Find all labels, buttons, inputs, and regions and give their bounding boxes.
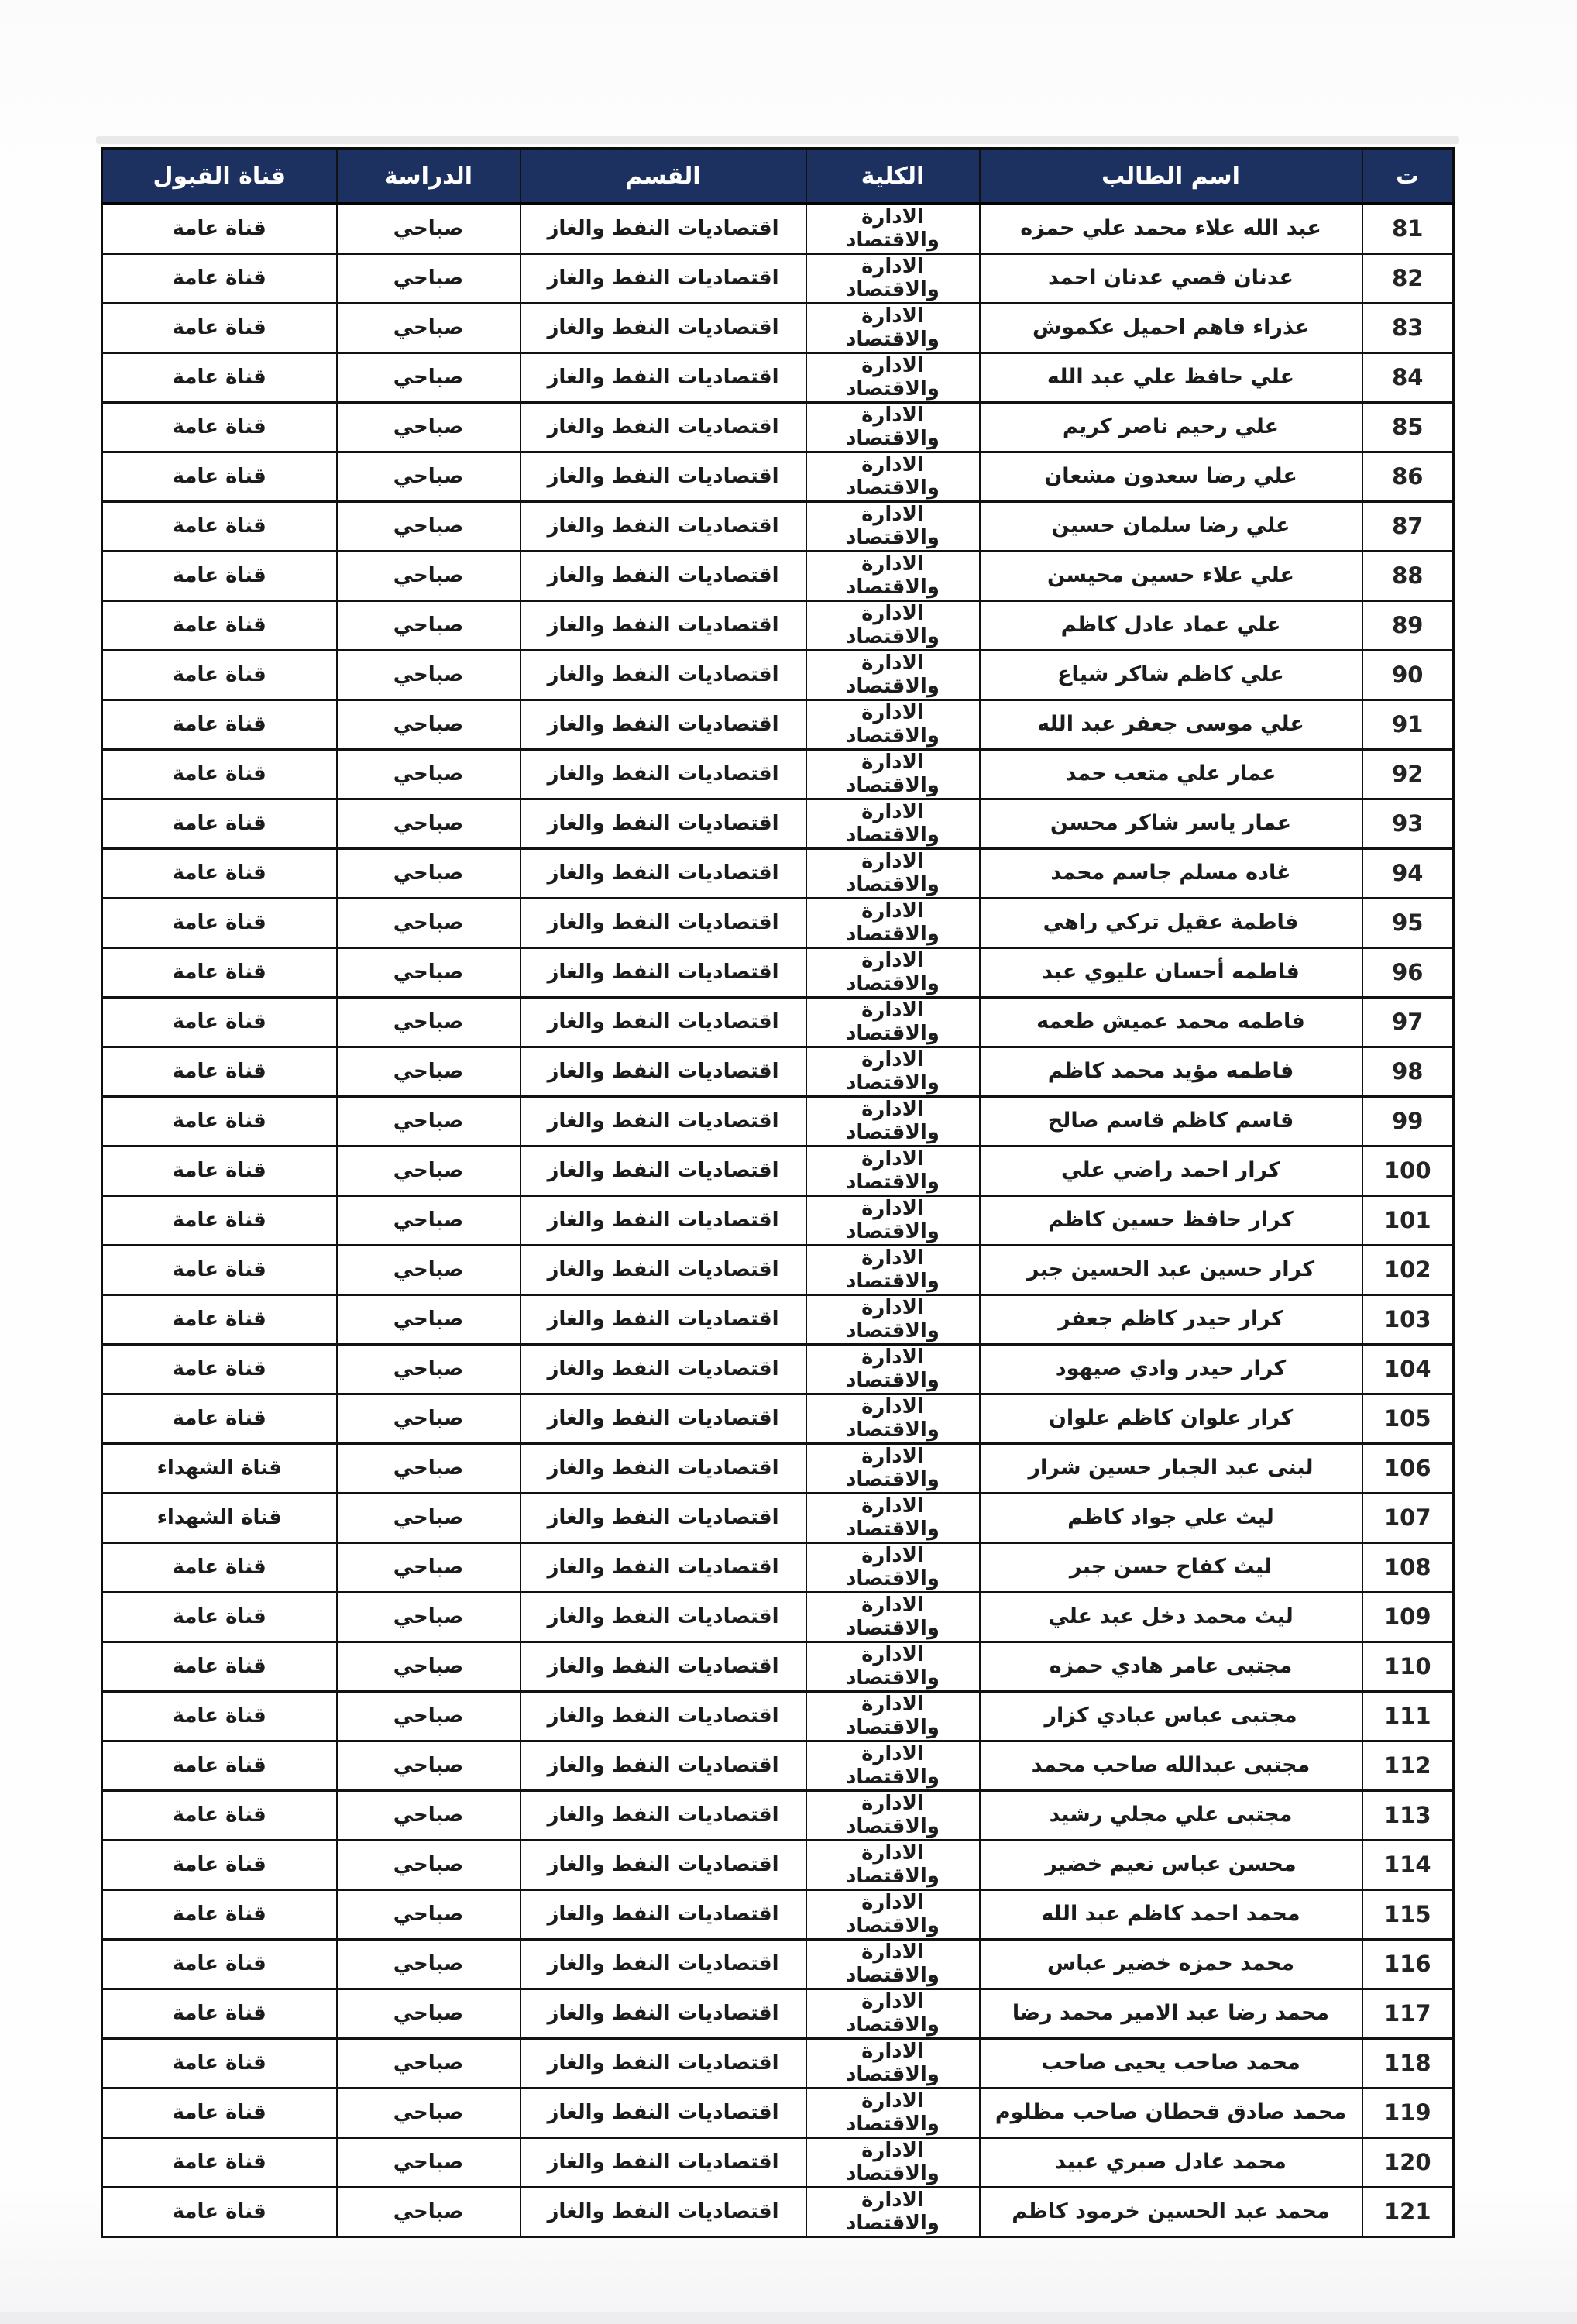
cell-name: علي علاء حسين محيسن — [980, 552, 1362, 601]
cell-department: اقتصاديات النفط والغاز — [521, 1890, 806, 1940]
cell-study: صباحي — [337, 998, 521, 1047]
cell-channel: قناة عامة — [102, 1047, 337, 1097]
header-cell-study: الدراسة — [337, 149, 521, 205]
cell-channel: قناة عامة — [102, 1841, 337, 1890]
cell-department: اقتصاديات النفط والغاز — [521, 1147, 806, 1196]
cell-name: كرار علوان كاظم علوان — [980, 1394, 1362, 1444]
cell-channel: قناة عامة — [102, 1642, 337, 1692]
cell-channel: قناة الشهداء — [102, 1444, 337, 1494]
cell-name: علي رحيم ناصر كريم — [980, 403, 1362, 452]
cell-college: الادارة والاقتصاد — [806, 1543, 980, 1593]
student-roster-table — [101, 147, 1455, 2238]
cell-college: الادارة والاقتصاد — [806, 403, 980, 452]
cell-college: الادارة والاقتصاد — [806, 1097, 980, 1147]
table-row — [102, 601, 1454, 651]
cell-name: كرار حيدر كاظم جعفر — [980, 1295, 1362, 1345]
cell-name: ليث كفاح حسن جبر — [980, 1543, 1362, 1593]
cell-department: اقتصاديات النفط والغاز — [521, 1841, 806, 1890]
cell-no: 83 — [1362, 304, 1454, 353]
cell-no: 86 — [1362, 452, 1454, 502]
table-row — [102, 2188, 1454, 2237]
cell-college: الادارة والاقتصاد — [806, 700, 980, 750]
cell-channel: قناة عامة — [102, 799, 337, 849]
cell-department: اقتصاديات النفط والغاز — [521, 948, 806, 998]
cell-department: اقتصاديات النفط والغاز — [521, 700, 806, 750]
cell-no: 120 — [1362, 2138, 1454, 2188]
cell-department: اقتصاديات النفط والغاز — [521, 601, 806, 651]
table-row — [102, 1841, 1454, 1890]
table-row — [102, 998, 1454, 1047]
cell-study: صباحي — [337, 254, 521, 304]
table-row — [102, 1692, 1454, 1741]
cell-no: 116 — [1362, 1940, 1454, 1989]
cell-no: 94 — [1362, 849, 1454, 899]
cell-department: اقتصاديات النفط والغاز — [521, 1047, 806, 1097]
cell-no: 118 — [1362, 2039, 1454, 2089]
cell-no: 117 — [1362, 1989, 1454, 2039]
cell-channel: قناة عامة — [102, 998, 337, 1047]
cell-study: صباحي — [337, 552, 521, 601]
cell-study: صباحي — [337, 601, 521, 651]
cell-no: 100 — [1362, 1147, 1454, 1196]
cell-department: اقتصاديات النفط والغاز — [521, 353, 806, 403]
cell-channel: قناة عامة — [102, 452, 337, 502]
cell-college: الادارة والاقتصاد — [806, 1494, 980, 1543]
cell-department: اقتصاديات النفط والغاز — [521, 502, 806, 552]
cell-department: اقتصاديات النفط والغاز — [521, 452, 806, 502]
cell-study: صباحي — [337, 651, 521, 700]
table-row — [102, 552, 1454, 601]
cell-name: محمد عادل صبري عبيد — [980, 2138, 1362, 2188]
cell-no: 95 — [1362, 899, 1454, 948]
cell-study: صباحي — [337, 1394, 521, 1444]
table-row — [102, 1394, 1454, 1444]
cell-channel: قناة عامة — [102, 601, 337, 651]
cell-name: عبد الله علاء محمد علي حمزه — [980, 204, 1362, 254]
header-cell-no: ت — [1362, 149, 1454, 205]
cell-college: الادارة والاقتصاد — [806, 1047, 980, 1097]
cell-study: صباحي — [337, 799, 521, 849]
cell-department: اقتصاديات النفط والغاز — [521, 1543, 806, 1593]
cell-college: الادارة والاقتصاد — [806, 1841, 980, 1890]
cell-name: عدنان قصي عدنان احمد — [980, 254, 1362, 304]
cell-study: صباحي — [337, 700, 521, 750]
cell-college: الادارة والاقتصاد — [806, 1642, 980, 1692]
cell-study: صباحي — [337, 1642, 521, 1692]
table-row — [102, 1741, 1454, 1791]
cell-study: صباحي — [337, 353, 521, 403]
table-row — [102, 1890, 1454, 1940]
cell-college: الادارة والاقتصاد — [806, 1593, 980, 1642]
table-row — [102, 2138, 1454, 2188]
table-row — [102, 1047, 1454, 1097]
cell-department: اقتصاديات النفط والغاز — [521, 254, 806, 304]
cell-name: كرار حسين عبد الحسين جبر — [980, 1246, 1362, 1295]
cell-college: الادارة والاقتصاد — [806, 849, 980, 899]
table-row — [102, 204, 1454, 254]
cell-no: 89 — [1362, 601, 1454, 651]
table-row — [102, 1147, 1454, 1196]
cell-department: اقتصاديات النفط والغاز — [521, 998, 806, 1047]
cell-no: 111 — [1362, 1692, 1454, 1741]
table-row — [102, 1940, 1454, 1989]
student-rows — [102, 204, 1454, 2237]
table-row — [102, 1196, 1454, 1246]
cell-name: ليث محمد دخل عبد علي — [980, 1593, 1362, 1642]
cell-department: اقتصاديات النفط والغاز — [521, 1097, 806, 1147]
cell-channel: قناة عامة — [102, 254, 337, 304]
cell-college: الادارة والاقتصاد — [806, 799, 980, 849]
cell-department: اقتصاديات النفط والغاز — [521, 1940, 806, 1989]
cell-college: الادارة والاقتصاد — [806, 452, 980, 502]
table-row — [102, 353, 1454, 403]
cell-department: اقتصاديات النفط والغاز — [521, 849, 806, 899]
cell-department: اقتصاديات النفط والغاز — [521, 1642, 806, 1692]
cell-no: 93 — [1362, 799, 1454, 849]
table-row — [102, 2039, 1454, 2089]
cell-channel: قناة عامة — [102, 1890, 337, 1940]
table-row — [102, 1494, 1454, 1543]
cell-name: لبنى عبد الجبار حسين شرار — [980, 1444, 1362, 1494]
cell-channel: قناة عامة — [102, 353, 337, 403]
cell-study: صباحي — [337, 899, 521, 948]
cell-department: اقتصاديات النفط والغاز — [521, 1246, 806, 1295]
cell-college: الادارة والاقتصاد — [806, 2089, 980, 2138]
cell-channel: قناة عامة — [102, 2188, 337, 2237]
cell-college: الادارة والاقتصاد — [806, 1692, 980, 1741]
cell-college: الادارة والاقتصاد — [806, 1394, 980, 1444]
cell-no: 103 — [1362, 1295, 1454, 1345]
table-row — [102, 1097, 1454, 1147]
table-row — [102, 750, 1454, 799]
cell-college: الادارة والاقتصاد — [806, 998, 980, 1047]
cell-name: عمار علي متعب حمد — [980, 750, 1362, 799]
table-row — [102, 1345, 1454, 1394]
cell-name: مجتبى علي مجلي رشيد — [980, 1791, 1362, 1841]
cell-channel: قناة عامة — [102, 750, 337, 799]
cell-college: الادارة والاقتصاد — [806, 1246, 980, 1295]
cell-channel: قناة عامة — [102, 1791, 337, 1841]
cell-study: صباحي — [337, 1494, 521, 1543]
cell-name: محسن عباس نعيم خضير — [980, 1841, 1362, 1890]
cell-name: كرار حافظ حسين كاظم — [980, 1196, 1362, 1246]
table-row — [102, 254, 1454, 304]
cell-channel: قناة عامة — [102, 1543, 337, 1593]
cell-department: اقتصاديات النفط والغاز — [521, 304, 806, 353]
cell-study: صباحي — [337, 1295, 521, 1345]
cell-no: 114 — [1362, 1841, 1454, 1890]
header-cell-department: القسم — [521, 149, 806, 205]
cell-college: الادارة والاقتصاد — [806, 1444, 980, 1494]
cell-study: صباحي — [337, 1246, 521, 1295]
cell-college: الادارة والاقتصاد — [806, 1741, 980, 1791]
table-row — [102, 452, 1454, 502]
table-row — [102, 1642, 1454, 1692]
cell-department: اقتصاديات النفط والغاز — [521, 204, 806, 254]
cell-name: علي موسى جعفر عبد الله — [980, 700, 1362, 750]
cell-department: اقتصاديات النفط والغاز — [521, 651, 806, 700]
table-row — [102, 1593, 1454, 1642]
cell-no: 110 — [1362, 1642, 1454, 1692]
cell-no: 107 — [1362, 1494, 1454, 1543]
cell-department: اقتصاديات النفط والغاز — [521, 1494, 806, 1543]
cell-name: مجتبى عبدالله صاحب محمد — [980, 1741, 1362, 1791]
student-roster-sheet — [101, 147, 1455, 2238]
cell-channel: قناة عامة — [102, 2089, 337, 2138]
cell-study: صباحي — [337, 1791, 521, 1841]
cell-name: فاطمه أحسان عليوي عبد — [980, 948, 1362, 998]
cell-channel: قناة عامة — [102, 1593, 337, 1642]
cell-college: الادارة والاقتصاد — [806, 1791, 980, 1841]
cell-department: اقتصاديات النفط والغاز — [521, 2138, 806, 2188]
cell-name: مجتبى عامر هادي حمزه — [980, 1642, 1362, 1692]
cell-channel: قناة عامة — [102, 1940, 337, 1989]
cell-channel: قناة عامة — [102, 552, 337, 601]
cell-department: اقتصاديات النفط والغاز — [521, 750, 806, 799]
cell-study: صباحي — [337, 948, 521, 998]
cell-department: اقتصاديات النفط والغاز — [521, 1741, 806, 1791]
cell-no: 101 — [1362, 1196, 1454, 1246]
cell-department: اقتصاديات النفط والغاز — [521, 1989, 806, 2039]
cell-department: اقتصاديات النفط والغاز — [521, 1295, 806, 1345]
cell-college: الادارة والاقتصاد — [806, 2039, 980, 2089]
cell-name: علي عماد عادل كاظم — [980, 601, 1362, 651]
cell-study: صباحي — [337, 304, 521, 353]
cell-study: صباحي — [337, 1196, 521, 1246]
cell-department: اقتصاديات النفط والغاز — [521, 1345, 806, 1394]
cell-college: الادارة والاقتصاد — [806, 304, 980, 353]
cell-no: 112 — [1362, 1741, 1454, 1791]
cell-study: صباحي — [337, 1593, 521, 1642]
table-row — [102, 1543, 1454, 1593]
cell-no: 84 — [1362, 353, 1454, 403]
table-row — [102, 304, 1454, 353]
cell-name: عذراء فاهم احميل عكموش — [980, 304, 1362, 353]
cell-name: عمار ياسر شاكر محسن — [980, 799, 1362, 849]
cell-department: اقتصاديات النفط والغاز — [521, 1692, 806, 1741]
cell-no: 106 — [1362, 1444, 1454, 1494]
cell-department: اقتصاديات النفط والغاز — [521, 1444, 806, 1494]
cell-name: علي رضا سعدون مشعان — [980, 452, 1362, 502]
cell-channel: قناة عامة — [102, 1741, 337, 1791]
cell-no: 121 — [1362, 2188, 1454, 2237]
cell-college: الادارة والاقتصاد — [806, 1295, 980, 1345]
cell-department: اقتصاديات النفط والغاز — [521, 1196, 806, 1246]
cell-channel: قناة عامة — [102, 204, 337, 254]
cell-no: 108 — [1362, 1543, 1454, 1593]
cell-no: 113 — [1362, 1791, 1454, 1841]
cell-study: صباحي — [337, 403, 521, 452]
cell-study: صباحي — [337, 204, 521, 254]
cell-no: 102 — [1362, 1246, 1454, 1295]
table-row — [102, 700, 1454, 750]
cell-name: فاطمه محمد عميش طعمه — [980, 998, 1362, 1047]
cell-college: الادارة والاقتصاد — [806, 651, 980, 700]
cell-study: صباحي — [337, 1345, 521, 1394]
cell-study: صباحي — [337, 2188, 521, 2237]
cell-study: صباحي — [337, 2138, 521, 2188]
cell-college: الادارة والاقتصاد — [806, 899, 980, 948]
cell-channel: قناة عامة — [102, 1345, 337, 1394]
header-cell-channel: قناة القبول — [102, 149, 337, 205]
cell-no: 115 — [1362, 1890, 1454, 1940]
cell-study: صباحي — [337, 2039, 521, 2089]
cell-no: 104 — [1362, 1345, 1454, 1394]
cell-name: محمد عبد الحسين خرمود كاظم — [980, 2188, 1362, 2237]
table-row — [102, 1246, 1454, 1295]
cell-channel: قناة عامة — [102, 1147, 337, 1196]
cell-name: مجتبى عباس عبادي كزار — [980, 1692, 1362, 1741]
cell-channel: قناة عامة — [102, 2039, 337, 2089]
header-cell-college: الكلية — [806, 149, 980, 205]
cell-study: صباحي — [337, 502, 521, 552]
cell-study: صباحي — [337, 1940, 521, 1989]
table-row — [102, 403, 1454, 452]
table-row — [102, 2089, 1454, 2138]
table-row — [102, 899, 1454, 948]
cell-study: صباحي — [337, 1047, 521, 1097]
table-row — [102, 849, 1454, 899]
cell-college: الادارة والاقتصاد — [806, 2138, 980, 2188]
cell-college: الادارة والاقتصاد — [806, 254, 980, 304]
cell-college: الادارة والاقتصاد — [806, 1890, 980, 1940]
cell-name: فاطمه مؤيد محمد كاظم — [980, 1047, 1362, 1097]
cell-name: علي كاظم شاكر شياع — [980, 651, 1362, 700]
cell-study: صباحي — [337, 1841, 521, 1890]
bottom-edge-shade — [0, 2312, 1577, 2324]
cell-no: 105 — [1362, 1394, 1454, 1444]
cell-no: 109 — [1362, 1593, 1454, 1642]
cell-college: الادارة والاقتصاد — [806, 1345, 980, 1394]
cell-channel: قناة عامة — [102, 849, 337, 899]
cell-name: محمد احمد كاظم عبد الله — [980, 1890, 1362, 1940]
cell-college: الادارة والاقتصاد — [806, 204, 980, 254]
cell-no: 90 — [1362, 651, 1454, 700]
table-header-row — [102, 149, 1454, 205]
cell-no: 87 — [1362, 502, 1454, 552]
cell-no: 119 — [1362, 2089, 1454, 2138]
cell-study: صباحي — [337, 750, 521, 799]
cell-no: 81 — [1362, 204, 1454, 254]
cell-channel: قناة عامة — [102, 899, 337, 948]
cell-channel: قناة عامة — [102, 304, 337, 353]
cell-college: الادارة والاقتصاد — [806, 2188, 980, 2237]
cell-name: علي رضا سلمان حسين — [980, 502, 1362, 552]
cell-department: اقتصاديات النفط والغاز — [521, 1791, 806, 1841]
cell-name: محمد رضا عبد الامير محمد رضا — [980, 1989, 1362, 2039]
cell-study: صباحي — [337, 2089, 521, 2138]
cell-channel: قناة عامة — [102, 1196, 337, 1246]
cell-no: 91 — [1362, 700, 1454, 750]
cell-college: الادارة والاقتصاد — [806, 502, 980, 552]
cell-college: الادارة والاقتصاد — [806, 1196, 980, 1246]
cell-channel: قناة عامة — [102, 651, 337, 700]
cell-channel: قناة عامة — [102, 1394, 337, 1444]
cell-department: اقتصاديات النفط والغاز — [521, 2039, 806, 2089]
header-cell-name: اسم الطالب — [980, 149, 1362, 205]
cell-name: محمد صادق قحطان صاحب مظلوم — [980, 2089, 1362, 2138]
table-row — [102, 502, 1454, 552]
cell-study: صباحي — [337, 452, 521, 502]
table-row — [102, 1444, 1454, 1494]
cell-no: 98 — [1362, 1047, 1454, 1097]
cell-study: صباحي — [337, 1989, 521, 2039]
cell-channel: قناة عامة — [102, 1989, 337, 2039]
cell-name: غاده مسلم جاسم محمد — [980, 849, 1362, 899]
cell-channel: قناة عامة — [102, 1097, 337, 1147]
cell-department: اقتصاديات النفط والغاز — [521, 1593, 806, 1642]
table-row — [102, 1791, 1454, 1841]
cell-college: الادارة والاقتصاد — [806, 601, 980, 651]
cell-channel: قناة عامة — [102, 1246, 337, 1295]
table-row — [102, 948, 1454, 998]
cell-no: 92 — [1362, 750, 1454, 799]
cell-study: صباحي — [337, 1147, 521, 1196]
cell-department: اقتصاديات النفط والغاز — [521, 552, 806, 601]
cell-study: صباحي — [337, 849, 521, 899]
cell-study: صباحي — [337, 1741, 521, 1791]
table-row — [102, 1295, 1454, 1345]
scan-shadow — [96, 136, 1459, 144]
cell-department: اقتصاديات النفط والغاز — [521, 899, 806, 948]
cell-channel: قناة عامة — [102, 403, 337, 452]
cell-channel: قناة عامة — [102, 700, 337, 750]
cell-study: صباحي — [337, 1097, 521, 1147]
table-row — [102, 1989, 1454, 2039]
cell-channel: قناة الشهداء — [102, 1494, 337, 1543]
cell-college: الادارة والاقتصاد — [806, 353, 980, 403]
cell-department: اقتصاديات النفط والغاز — [521, 1394, 806, 1444]
cell-department: اقتصاديات النفط والغاز — [521, 403, 806, 452]
cell-college: الادارة والاقتصاد — [806, 750, 980, 799]
cell-college: الادارة والاقتصاد — [806, 1989, 980, 2039]
cell-college: الادارة والاقتصاد — [806, 1940, 980, 1989]
cell-channel: قناة عامة — [102, 2138, 337, 2188]
cell-no: 96 — [1362, 948, 1454, 998]
cell-name: محمد حمزه خضير عباس — [980, 1940, 1362, 1989]
cell-channel: قناة عامة — [102, 1295, 337, 1345]
cell-no: 99 — [1362, 1097, 1454, 1147]
cell-channel: قناة عامة — [102, 1692, 337, 1741]
cell-no: 82 — [1362, 254, 1454, 304]
cell-study: صباحي — [337, 1890, 521, 1940]
cell-name: فاطمة عقيل تركي راهي — [980, 899, 1362, 948]
cell-department: اقتصاديات النفط والغاز — [521, 799, 806, 849]
cell-department: اقتصاديات النفط والغاز — [521, 2188, 806, 2237]
cell-name: علي حافظ علي عبد الله — [980, 353, 1362, 403]
cell-channel: قناة عامة — [102, 948, 337, 998]
cell-college: الادارة والاقتصاد — [806, 948, 980, 998]
cell-department: اقتصاديات النفط والغاز — [521, 2089, 806, 2138]
cell-name: محمد صاحب يحيى صاحب — [980, 2039, 1362, 2089]
cell-no: 85 — [1362, 403, 1454, 452]
table-row — [102, 651, 1454, 700]
cell-no: 88 — [1362, 552, 1454, 601]
cell-name: كرار حيدر وادي صيهود — [980, 1345, 1362, 1394]
cell-name: ليث علي جواد كاظم — [980, 1494, 1362, 1543]
cell-study: صباحي — [337, 1543, 521, 1593]
cell-channel: قناة عامة — [102, 502, 337, 552]
cell-study: صباحي — [337, 1692, 521, 1741]
cell-college: الادارة والاقتصاد — [806, 1147, 980, 1196]
cell-college: الادارة والاقتصاد — [806, 552, 980, 601]
cell-name: قاسم كاظم قاسم صالح — [980, 1097, 1362, 1147]
table-row — [102, 799, 1454, 849]
cell-study: صباحي — [337, 1444, 521, 1494]
cell-no: 97 — [1362, 998, 1454, 1047]
cell-name: كرار احمد راضي علي — [980, 1147, 1362, 1196]
